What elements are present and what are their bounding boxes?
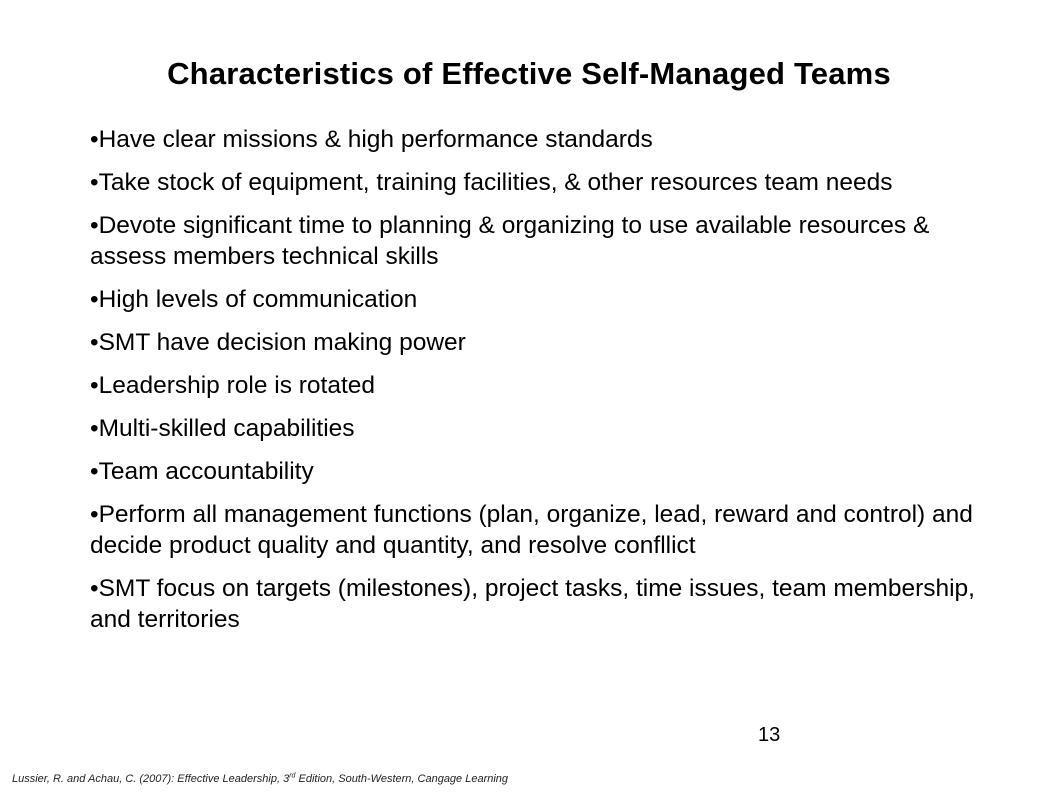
bullet-dot: [90, 501, 99, 528]
bullet-dot: [90, 286, 99, 313]
bullet-dot: [90, 126, 99, 153]
bullet-list: [90, 124, 990, 647]
bullet-text: Devote significant time to planning & organizing to use available resources & assess members technical skills: [90, 212, 930, 270]
bullet-item: [90, 456, 990, 487]
bullet-text: Team accountability: [98, 458, 314, 485]
bullet-item: [90, 370, 990, 401]
bullet-dot: [90, 415, 99, 442]
citation-text: Lussier, R. and Achau, C. (2007): Effective Leadership, 3: [12, 773, 290, 785]
bullet-item: [90, 327, 990, 358]
bullet-item: [90, 499, 990, 561]
page-number: 13: [758, 724, 781, 746]
bullet-text: SMT have decision making power: [98, 329, 466, 356]
bullet-text: Leadership role is rotated: [98, 372, 376, 399]
bullet-item: [90, 167, 990, 198]
bullet-item: [90, 124, 990, 155]
bullet-dot: [90, 458, 99, 485]
bullet-dot: [90, 575, 99, 602]
bullet-dot: [90, 329, 99, 356]
bullet-text: Have clear missions & high performance standards: [98, 126, 653, 153]
bullet-text: Multi-skilled capabilities: [98, 415, 355, 442]
bullet-item: [90, 573, 990, 635]
bullet-item: [90, 284, 990, 315]
citation: [12, 772, 508, 786]
bullet-text: Perform all management functions (plan, organize, lead, reward and control) and decide product quality and quantity, and resolve confllict: [90, 501, 973, 559]
bullet-item: [90, 210, 990, 272]
bullet-dot: [90, 212, 99, 239]
citation-text-end: Edition, South-Western, Cangage Learning: [295, 773, 509, 785]
bullet-item: [90, 413, 990, 444]
slide-title: Characteristics of Effective Self-Managed Teams: [167, 56, 891, 91]
bullet-text: High levels of communication: [98, 286, 418, 313]
bullet-dot: [90, 372, 99, 399]
bullet-dot: [90, 169, 99, 196]
bullet-text: Take stock of equipment, training facilities, & other resources team needs: [98, 169, 893, 196]
citation-superscript: rd: [289, 772, 296, 780]
bullet-text: SMT focus on targets (milestones), project tasks, time issues, team membership, and territories: [90, 575, 975, 633]
